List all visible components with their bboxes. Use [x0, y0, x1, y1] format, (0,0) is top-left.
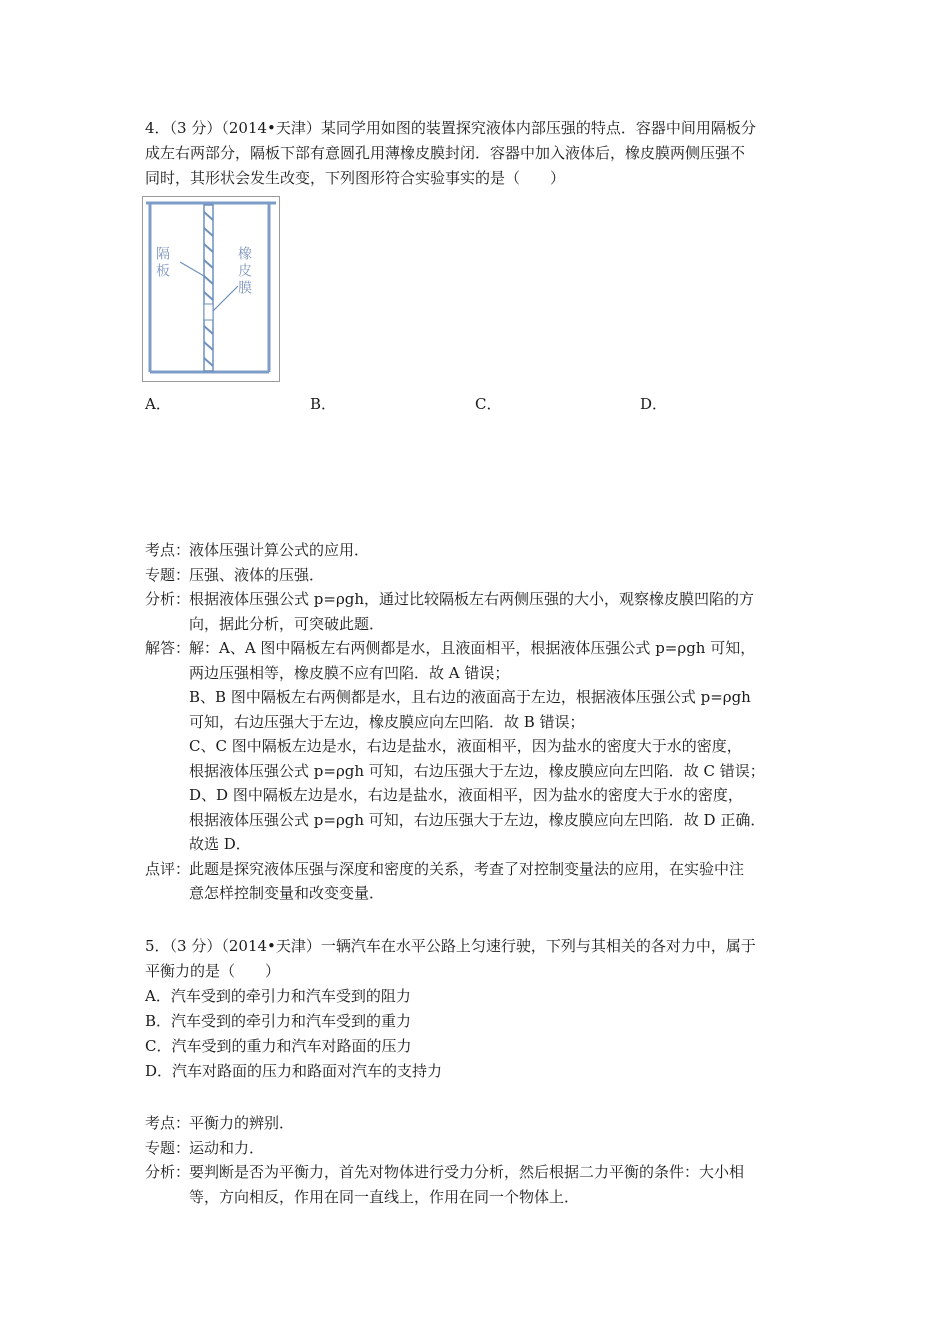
jieda-line: 故选 D．	[189, 835, 251, 853]
jieda-line: C、C 图中隔板左边是水，右边是盐水，液面相平，因为盐水的密度大于水的密度，	[189, 737, 742, 755]
dianping-line: 意怎样控制变量和改变变量．	[189, 884, 385, 902]
zhuanti-row	[145, 1136, 810, 1161]
fenxi-line: 向，据此分析，可突破此题．	[189, 614, 385, 633]
question-4-stem-line: 成左右两部分，隔板下部有意圆孔用薄橡皮膜封闭．容器中加入液体后，橡皮膜两侧压强不	[145, 144, 746, 162]
option-c-label: C．	[475, 395, 502, 413]
fenxi-row	[145, 1160, 810, 1209]
kaodian-text: 平衡力的辨别．	[189, 1114, 295, 1132]
fenxi-line: 根据液体压强公式 p=ρgh，通过比较隔板左右两侧压强的大小，观察橡皮膜凹陷的方	[189, 590, 755, 608]
jieda-label: 解答：	[145, 639, 191, 657]
question-5	[145, 934, 810, 1084]
fenxi-label: 分析：	[145, 1163, 191, 1181]
kaodian-row	[145, 538, 810, 563]
jieda-line: D、D 图中隔板左边是水，右边是盐水，液面相平，因为盐水的密度大于水的密度，	[189, 786, 743, 804]
dianping-row	[145, 857, 810, 906]
partition-board	[204, 205, 213, 371]
question-4-solution	[145, 538, 810, 906]
kaodian-text: 液体压强计算公式的应用．	[189, 541, 370, 559]
question-5-solution	[145, 1111, 810, 1209]
question-5-stem-line: 5．（3 分）（2014•天津）一辆汽车在水平公路上匀速行驶，下列与其相关的各对力中，属于	[145, 937, 756, 955]
question-5-choices	[145, 984, 810, 1084]
fenxi-text	[189, 587, 810, 636]
fenxi-line: 等，方向相反，作用在同一直线上，作用在同一个物体上．	[189, 1187, 580, 1206]
zhuanti-label: 专题：	[145, 1138, 191, 1157]
jieda-line: 可知，右边压强大于左边，橡皮膜应向左凹陷．故 B 错误；	[189, 712, 585, 731]
kaodian-label: 考点：	[145, 1114, 191, 1132]
dianping-text	[189, 857, 810, 906]
fenxi-text	[189, 1160, 810, 1209]
kaodian-label: 考点：	[145, 541, 191, 559]
question-4-stem	[145, 116, 810, 191]
choice-c: C．汽车受到的重力和汽车对路面的压力	[145, 1037, 412, 1055]
choice-d: D．汽车对路面的压力和路面对汽车的支持力	[145, 1062, 443, 1080]
choice-b: B．汽车受到的牵引力和汽车受到的重力	[145, 1012, 412, 1030]
membrane-label: 橡皮膜	[236, 246, 252, 297]
jieda-line: B、B 图中隔板左右两侧都是水，且右边的液面高于左边，根据液体压强公式 p=ρgh	[189, 688, 751, 706]
zhuanti-label: 专题：	[145, 565, 191, 584]
jieda-line: 解：A、A 图中隔板左右两侧都是水，且液面相平，根据液体压强公式 p=ρgh 可知，	[189, 639, 756, 657]
jieda-line: 根据液体压强公式 p=ρgh 可知，右边压强大于左边，橡皮膜应向左凹陷．故 D 正确．	[189, 810, 766, 829]
option-a-label: A．	[145, 395, 171, 413]
question-4-stem-line: 4．（3 分）（2014•天津）某同学用如图的装置探究液体内部压强的特点．容器中间用隔板分	[145, 119, 756, 137]
jieda-row	[145, 636, 810, 857]
zhuanti-text: 运动和力．	[189, 1138, 265, 1157]
container-diagram	[142, 196, 280, 382]
fenxi-row	[145, 587, 810, 636]
dianping-line: 此题是探究液体压强与深度和密度的关系，考查了对控制变量法的应用，在实验中注	[189, 859, 745, 878]
dianping-label: 点评：	[145, 859, 191, 878]
question-5-stem-line: 平衡力的是（ ）	[145, 962, 281, 980]
partition-label: 隔板	[154, 246, 170, 280]
jieda-line: 根据液体压强公式 p=ρgh 可知，右边压强大于左边，橡皮膜应向左凹陷．故 C 错误；	[189, 761, 765, 780]
question-4-options	[145, 393, 745, 418]
rubber-membrane	[204, 304, 213, 320]
question-4-stem-line: 同时，其形状会发生改变，下列图形符合实验事实的是（ ）	[145, 169, 566, 187]
fenxi-label: 分析：	[145, 590, 191, 608]
zhuanti-text: 压强、液体的压强．	[189, 565, 325, 584]
jieda-text	[189, 636, 810, 857]
jieda-line: 两边压强相等，橡皮膜不应有凹陷．故 A 错误；	[189, 663, 510, 682]
option-d-label: D．	[640, 395, 668, 413]
zhuanti-row	[145, 563, 810, 588]
fenxi-line: 要判断是否为平衡力，首先对物体进行受力分析，然后根据二力平衡的条件：大小相	[189, 1163, 745, 1181]
kaodian-row	[145, 1111, 810, 1136]
choice-a: A．汽车受到的牵引力和汽车受到的阻力	[145, 987, 411, 1005]
option-b-label: B．	[310, 395, 337, 413]
